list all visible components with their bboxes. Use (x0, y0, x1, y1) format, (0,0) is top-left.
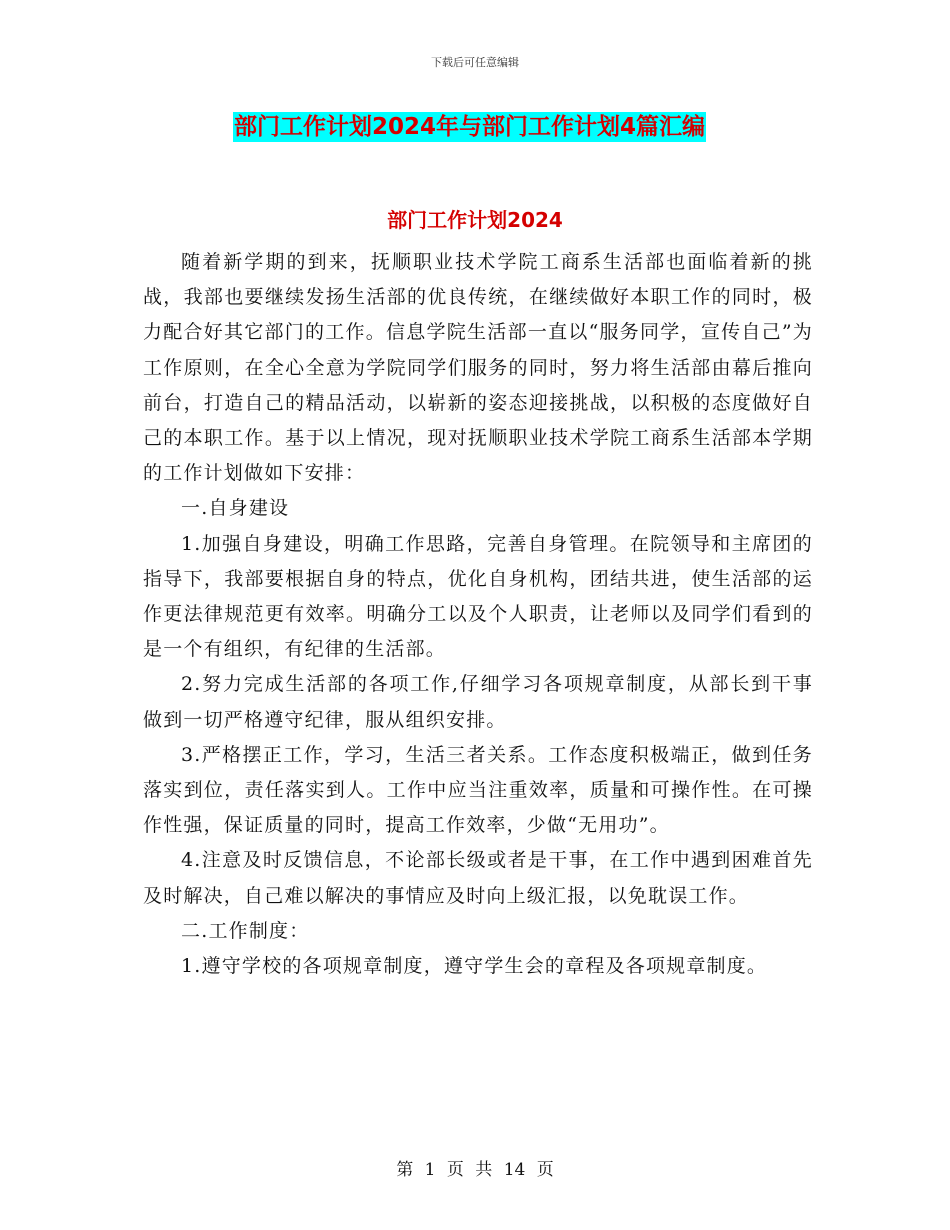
paragraph-rule-1: 1.遵守学校的各项规章制度，遵守学生会的章程及各项规章制度。 (181, 955, 768, 978)
document-title-text: 部门工作计划2024年与部门工作计划4篇汇编 (234, 114, 706, 140)
page-header-note: 下载后可任意编辑 (431, 56, 519, 69)
page-footer: 第 1 页 共 14 页 (396, 1160, 554, 1180)
paragraph-item-3: 3.严格摆正工作，学习，生活三者关系。工作态度积极端正，做到任务落实到位，责任落实到人。工作中应当注重效率，质量和可操作性。在可操作性强，保证质量的同时，提高工作效率，少做“无用功”。 (143, 743, 813, 837)
section-title: 部门工作计划2024 (387, 208, 563, 232)
paragraph-intro: 随着新学期的到来，抚顺职业技术学院工商系生活部也面临着新的挑战，我部也要继续发扬生活部的优良传统，在继续做好本职工作的同时，极力配合好其它部门的工作。信息学院生活部一直以“服务同学，宣传自己”为工作原则，在全心全意为学院同学们服务的同时，努力将生活部由幕后推向前台，打造自己的精品活动，以崭新的姿态迎接挑战，以积极的态度做好自己的本职工作。基于以上情况，现对抚顺职业技术学院工商系生活部本学期的工作计划做如下安排： (143, 251, 813, 485)
document-title (231, 110, 708, 144)
paragraph-item-1: 1.加强自身建设，明确工作思路，完善自身管理。在院领导和主席团的指导下，我部要根据自身的特点，优化自身机构，团结共进，使生活部的运作更法律规范更有效率。明确分工以及个人职责，让老师以及同学们看到的是一个有组织，有纪律的生活部。 (143, 532, 813, 661)
paragraph-item-2: 2.努力完成生活部的各项工作,仔细学习各项规章制度，从部长到干事做到一切严格遵守纪律，服从组织安排。 (143, 673, 813, 731)
paragraph-item-4: 4.注意及时反馈信息，不论部长级或者是干事，在工作中遇到困难首先及时解决，自己难以解决的事情应及时向上级汇报，以免耽误工作。 (143, 849, 813, 907)
heading-self-construction: 一.自身建设 (181, 497, 290, 520)
document-body (143, 245, 813, 984)
heading-work-rules: 二.工作制度： (181, 919, 310, 942)
